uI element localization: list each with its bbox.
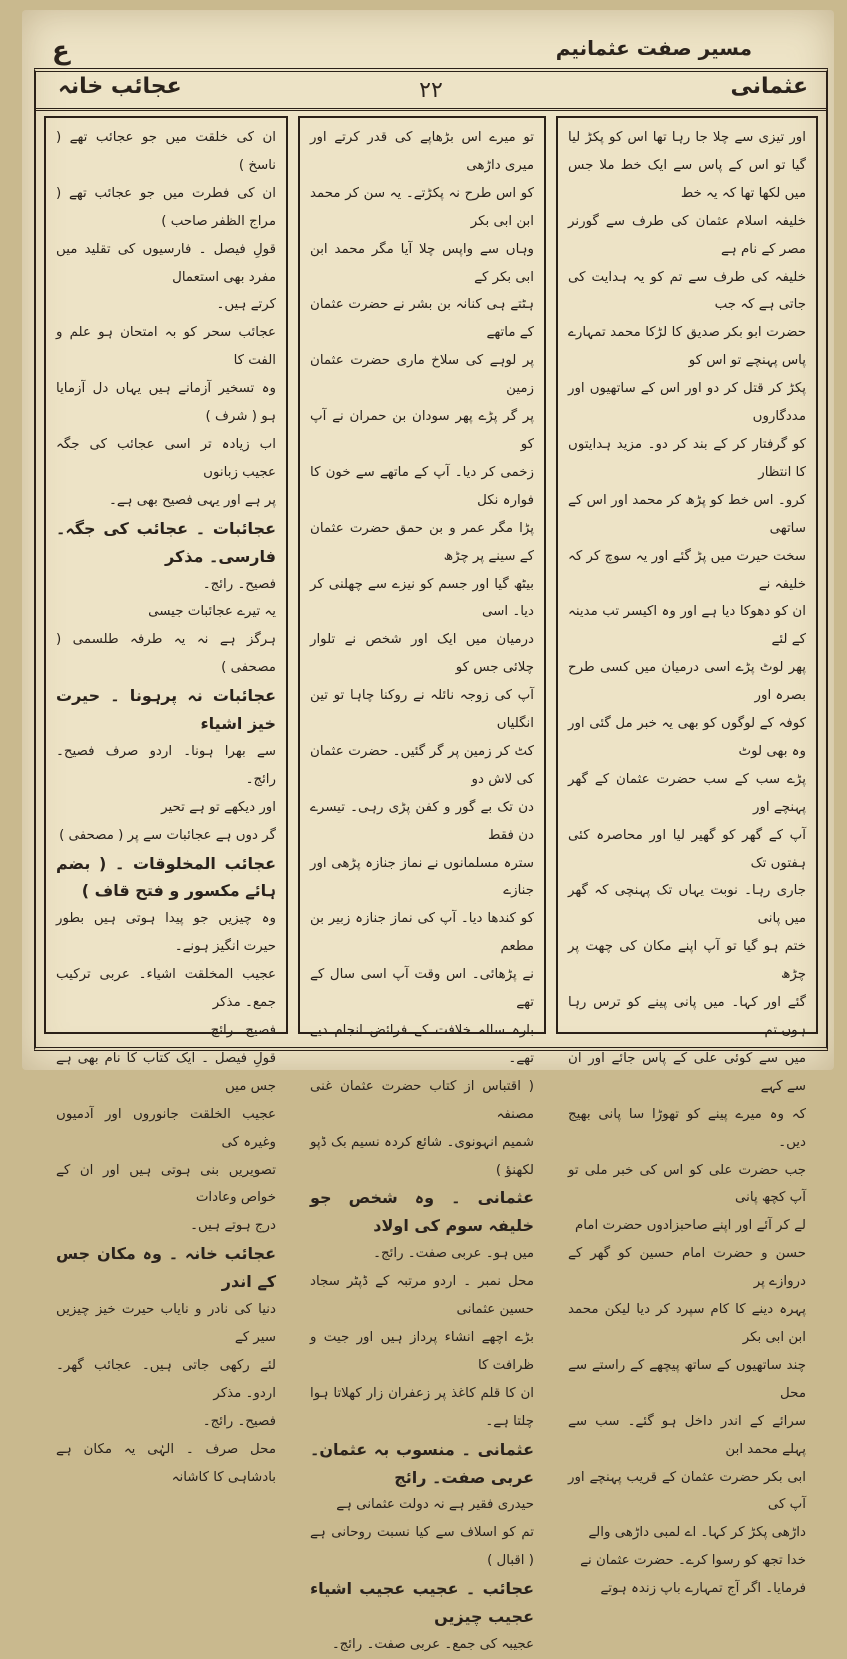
- text-line: آپ کے گھر کو گھیر لیا اور محاصرہ کئی ہفتوں تک: [568, 827, 806, 871]
- text-line: کہ وہ میرے پینے کو تھوڑا سا پانی بھیج دیں۔: [568, 1106, 806, 1150]
- text-line: کو گرفتار کر کے بند کر دو۔ مزید ہدایتوں کا انتظار: [568, 436, 806, 480]
- text-line: درمیان میں ایک اور شخص نے تلوار چلائی جس کو: [310, 632, 534, 676]
- text-line: میں سے کوئی علی کے پاس جائے اور ان سے کہے: [568, 1050, 806, 1094]
- text-line: قولِ فیصل ۔ ایک کتاب کا نام بھی ہے جس میں: [56, 1050, 276, 1094]
- text-line: چند ساتھیوں کے ساتھ پیچھے کے راستے سے محل: [568, 1357, 806, 1401]
- text-line: سرائے کے اندر داخل ہو گئے۔ سب سے پہلے محمد ابن: [568, 1413, 806, 1457]
- entry-word-right: عثمانی: [730, 74, 808, 99]
- text-line: بڑے اچھے انشاء پرداز ہیں اور جیت و ظرافت کا: [310, 1329, 534, 1373]
- text-line: آپ کی زوجہ نائلہ نے روکنا چاہا تو تین انگلیاں: [310, 688, 534, 732]
- text-line: داڑھی پکڑ کر کہا۔ اے لمبی داڑھی والے: [588, 1525, 806, 1541]
- text-line: خلیفہ کی طرف سے تم کو یہ ہدایت کی جاتی ہے کہ جب: [568, 269, 806, 313]
- text-line: اور دیکھے تو ہے تحیر: [161, 799, 276, 815]
- page-frame: [34, 68, 828, 1652]
- text-line: ان کو دھوکا دیا ہے اور وہ اکیسر تب مدینہ کے لئے: [568, 604, 806, 648]
- text-line: عجائب سحر کو بہ امتحان ہو علم و الفت کا: [56, 325, 276, 369]
- text-line: کٹ کر زمین پر گر گئیں۔ حضرت عثمان کی لاش دو: [310, 743, 534, 787]
- text-line: ان کی فطرت میں جو عجائب تھے ( مراج الظفر صاحب ): [56, 185, 276, 229]
- entry-heading: عجائب ۔ عجیب عجیب اشیاء عجیب چیزیں: [310, 1579, 534, 1627]
- entry-heading: عجائبات نہ پرہونا ۔ حیرت خیز اشیاء: [56, 686, 276, 734]
- text-line: ہرگز ہے نہ یہ طرفہ طلسمی ( مصحفی ): [56, 632, 276, 676]
- text-line: فرمایا۔ اگر آج تمہارے باپ زندہ ہوتے: [600, 1581, 806, 1597]
- text-line: خلیفہ اسلام عثمان کی طرف سے گورنر مصر کے نام ہے: [568, 213, 806, 257]
- text-line: عجیب الخلقت جانوروں اور آدمیوں وغیرہ کی: [56, 1106, 276, 1150]
- entry-heading: عثمانی ۔ وہ شخص جو خلیفہ سوم کی اولاد: [310, 1188, 534, 1236]
- entry-word-left: عجائب خانہ: [58, 74, 182, 99]
- column-middle: [298, 116, 546, 1652]
- text-line: میں ہو۔ عربی صفت۔ رائج۔: [373, 1246, 534, 1262]
- text-line: لے کر آئے اور اپنے صاحبزادوں حضرت امام: [574, 1218, 806, 1234]
- column-right: [556, 116, 818, 1597]
- text-line: اب زیادہ تر اسی عجائب کی جگہ عجیب زبانوں: [56, 436, 276, 480]
- text-line: دنیا کی نادر و نایاب حیرت خیز چیزیں سیر کے: [56, 1302, 276, 1345]
- text-line: زخمی کر دیا۔ آپ کے ماتھے سے خون کا فوارہ نکل: [310, 464, 534, 508]
- text-line: ابی بکر حضرت عثمان کے قریب پہنچے اور آپ کی: [568, 1469, 806, 1513]
- text-line: حیدری فقیر ہے نہ دولت عثمانی ہے: [336, 1497, 534, 1513]
- text-line: فصیح۔ رائج۔: [202, 576, 276, 592]
- text-line: وہاں سے واپس چلا آیا مگر محمد ابن ابی بکر کے: [310, 241, 534, 285]
- text-line: ختم ہو گیا تو آپ اپنے مکان کی چھت پر چڑھ: [568, 939, 806, 983]
- text-line: گئے اور کہا۔ میں پانی پینے کو ترس رہا ہوں تم: [568, 995, 806, 1038]
- text-line: پڑے سب کے سب حضرت عثمان کے گھر پہنچے اور: [568, 771, 806, 815]
- text-line: پر گر پڑے پھر سودان بن حمران نے آپ کو: [310, 409, 534, 452]
- text-line: ( اقتباس از کتاب حضرت عثمان غنی مصنفہ: [310, 1078, 534, 1122]
- text-line: ان کی خلقت میں جو عجائب تھے ( ناسخ ): [56, 130, 276, 173]
- entry-heading: عجائب خانہ ۔ وہ مکان جس کے اندر: [56, 1244, 276, 1292]
- text-line: قولِ فیصل ۔ فارسیوں کی تقلید میں مفرد بھی استعمال: [56, 241, 276, 285]
- section-letter: ع: [52, 36, 70, 66]
- text-line: ان کا قلم کاغذ پر زعفران زار کھلاتا ہوا چلتا ہے۔: [310, 1385, 534, 1429]
- text-line: سے بھرا ہونا۔ اردو صرف فصیح۔ رائج۔: [56, 743, 276, 787]
- text-line: تو میرے اس بڑھاپے کی قدر کرتے اور میری داڑھی: [310, 130, 534, 173]
- text-line: جاری رہا۔ نوبت یہاں تک پہنچی کہ گھر میں پانی: [568, 883, 806, 927]
- text-line: سخت حیرت میں پڑ گئے اور یہ سوچ کر کہ خلیفہ نے: [568, 548, 806, 592]
- text-line: یہ تیرے عجائبات جیسی: [148, 604, 276, 620]
- text-line: پر ہے اور یہی فصیح بھی ہے۔: [108, 492, 276, 508]
- text-line: محل نمبر ۔ اردو مرتبہ کے ڈپٹر سجاد حسین عثمانی: [310, 1274, 534, 1318]
- text-line: گر دوں ہے عجائبات سے پر ( مصحفی ): [59, 827, 276, 843]
- title-bar: [36, 72, 826, 111]
- text-line: ہٹتے ہی کنانہ بن بشر نے حضرت عثمان کے ماتھے: [310, 297, 534, 341]
- page-header: [52, 32, 782, 72]
- entry-heading: عجائبات ۔ عجائب کی جگہ۔ فارسی۔ مذکر: [56, 518, 276, 566]
- text-line: پڑا مگر عمر و بن حمق حضرت عثمان کے سینے پر چڑھ: [310, 520, 534, 564]
- document-page: [22, 10, 834, 1652]
- text-line: وہ تسخیر آزمانے ہیں یہاں دل آزمایا ہو ( شرف ): [56, 381, 276, 425]
- text-line: محل صرف ۔ الہٰی یہ مکان ہے بادشاہی کا کاشانہ: [56, 1441, 276, 1485]
- text-line: پہرہ دینے کا کام سپرد کر دیا لیکن محمد ابن ابی بکر: [568, 1302, 806, 1345]
- text-line: درج ہوتے ہیں۔: [190, 1218, 276, 1234]
- text-line: بارہ سالہ خلافت کے فرائض انجام دیے تھے۔: [310, 1023, 534, 1066]
- text-line: کرتے ہیں۔: [216, 297, 276, 313]
- running-header: مسیر صفت عثمانیم: [555, 36, 752, 60]
- text-line: پکڑ کر قتل کر دو اور اس کے ساتھیوں اور مددگاروں: [568, 381, 806, 425]
- entry-heading: عثمانی ۔ منسوب بہ عثمان۔ عربی صفت۔ رائج: [310, 1439, 534, 1487]
- text-line: پھر لوٹ پڑے اسی درمیان میں کسی طرح بصرہ اور: [568, 660, 806, 704]
- text-line: حضرت ابو بکر صدیق کا لڑکا محمد تمہارے پاس پہنچے تو اس کو: [568, 325, 806, 369]
- text-line: فصیح۔ رائج۔: [202, 1413, 276, 1429]
- text-line: بیٹھ گیا اور جسم کو نیزے سے چھلنی کر دیا۔ اسی: [310, 576, 534, 620]
- text-line: نے پڑھائی۔ اس وقت آپ اسی سال کے تھے: [310, 967, 534, 1011]
- page-number: ۲۲: [419, 78, 443, 103]
- text-line: خدا تجھ کو رسوا کرے۔ حضرت عثمان نے: [580, 1553, 806, 1569]
- entry-heading: عجائب المخلوقات ۔ ( بضم ہائے مکسور و فتح قاف ): [56, 853, 276, 901]
- column-left: [44, 116, 288, 1485]
- text-line: عجیب المخلقت اشیاء۔ عربی ترکیب جمع۔ مذکر: [56, 967, 276, 1011]
- text-line: دن تک بے گور و کفن پڑی رہی۔ تیسرے دن فقط: [310, 799, 534, 843]
- text-line: کو کندھا دیا۔ آپ کی نماز جنازہ زبیر بن مطعم: [310, 911, 534, 955]
- text-line: عجیبہ کی جمع۔ عربی صفت۔ رائج۔: [331, 1636, 534, 1652]
- text-line: کرو۔ اس خط کو پڑھ کر محمد اور اس کے ساتھی: [568, 492, 806, 536]
- text-line: لئے رکھی جاتی ہیں۔ عجائب گھر۔ اردو۔ مذکر: [56, 1357, 276, 1401]
- text-line: وہ چیزیں جو پیدا ہوتی ہیں بطور حیرت انگیز ہونے۔: [56, 911, 276, 955]
- text-line: تم کو اسلاف سے کیا نسبت روحانی ہے ( اقبال ): [310, 1525, 534, 1569]
- text-line: جب حضرت علی کو اس کی خبر ملی تو آپ کچھ پانی: [568, 1162, 806, 1206]
- text-line: تصویریں بنی ہوتی ہیں اور ان کے خواص وعادات: [56, 1162, 276, 1206]
- text-line: شمیم انہونوی۔ شائع کردہ نسیم بک ڈپو لکھنؤ ): [310, 1134, 534, 1178]
- text-line: کو اس طرح نہ پکڑتے۔ یہ سن کر محمد ابن ابی بکر: [310, 185, 534, 229]
- text-line: اور تیزی سے چلا جا رہا تھا اس کو پکڑ لیا گیا تو اس کے پاس سے ایک خط ملا جس میں لکھا تھا کہ یہ خط: [568, 130, 806, 201]
- text-line: حسن و حضرت امام حسین کو گھر کے دروازے پر: [568, 1246, 806, 1290]
- text-line: پر لوہے کی سلاخ ماری حضرت عثمان زمین: [310, 353, 534, 397]
- text-line: کوفہ کے لوگوں کو بھی یہ خبر مل گئی اور وہ بھی لوٹ: [568, 716, 806, 759]
- text-line: سترہ مسلمانوں نے نماز جنازہ پڑھی اور جنازے: [310, 855, 534, 899]
- text-line: فصیح۔ رائج۔: [202, 1023, 276, 1038]
